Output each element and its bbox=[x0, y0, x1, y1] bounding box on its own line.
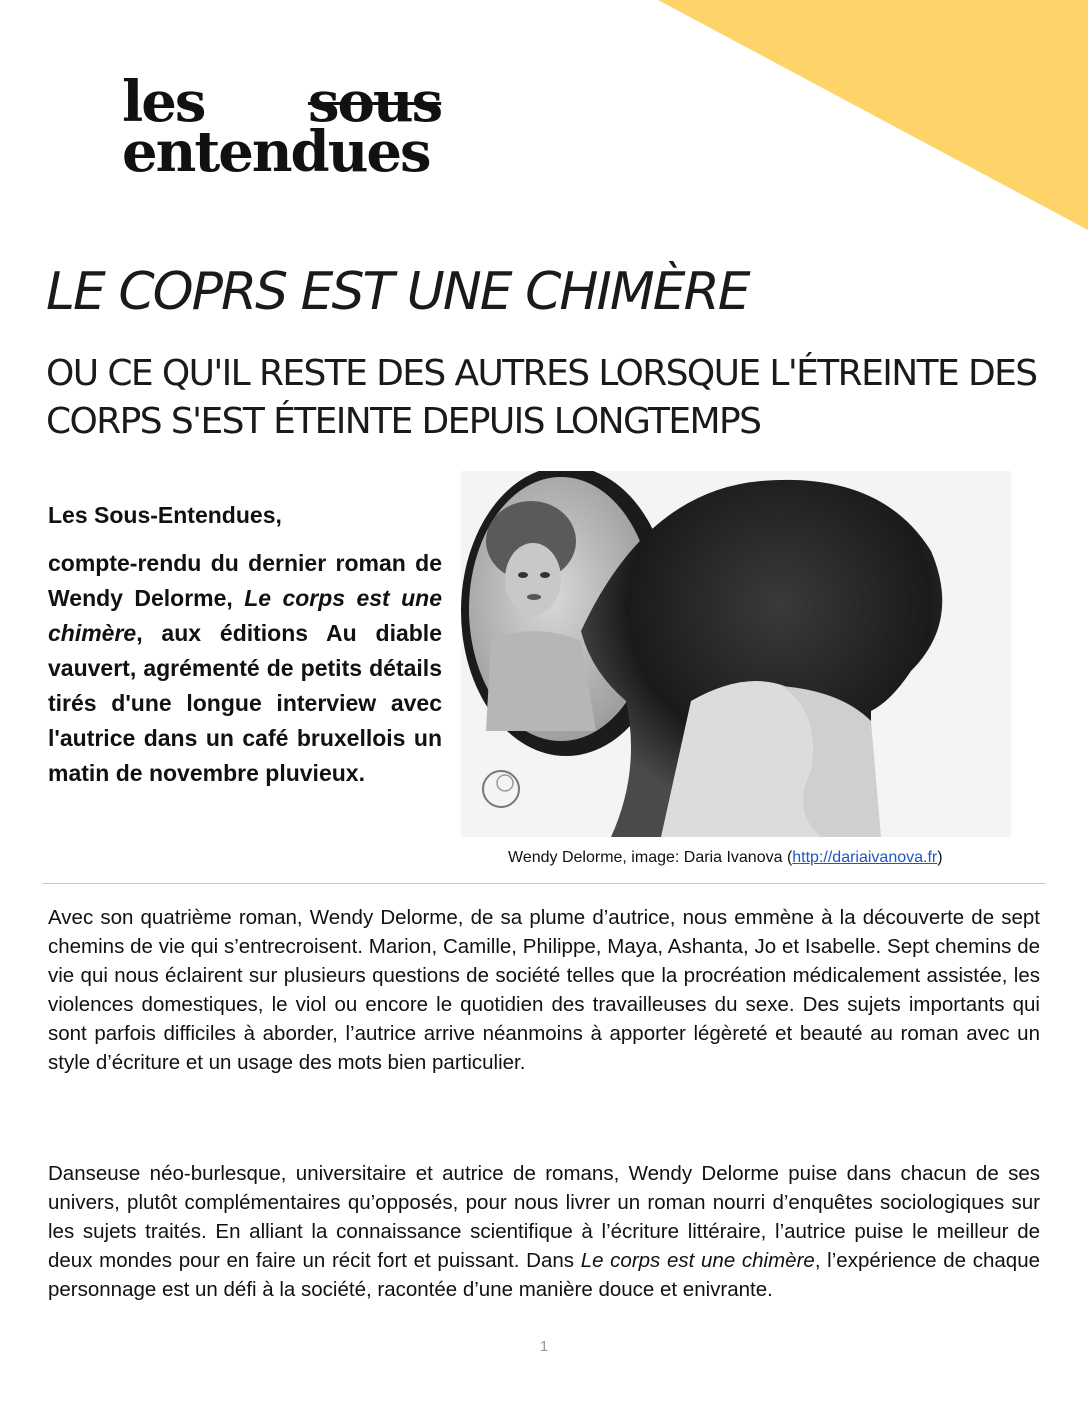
lead-intro-text-end: , aux éditions Au diable vauvert, agrémenté de petits détails tirés d'une longue interview avec l'autrice dans un café bruxellois un matin de novembre pluvieux. bbox=[48, 620, 442, 786]
page-title: LE COPRS EST UNE CHIMÈRE bbox=[46, 262, 749, 322]
lead-book-title: Le corps est une chimère bbox=[48, 585, 442, 646]
body-paragraph-2 bbox=[48, 1159, 1040, 1304]
lead-author: Les Sous-Entendues, bbox=[48, 502, 282, 528]
section-divider bbox=[42, 883, 1046, 884]
lead-block bbox=[48, 500, 442, 791]
photo-caption bbox=[508, 849, 1018, 867]
lead-intro bbox=[48, 546, 442, 791]
body-paragraph-2-text: Danseuse néo-burlesque, universitaire et autrice de romans, Wendy Delorme puise dans chacun de ses univers, plutôt complémentaires qu’opposés, pour nous livrer un roman nourri d’enquêtes sociologiques sur les sujets traités. En alliant la connaissance scientifique à l’écriture littéraire, l’autrice puise le meilleur de deux mondes pour en faire un récit fort et puissant. Dans bbox=[48, 1162, 1040, 1272]
body-book-title: Le corps est une chimère bbox=[580, 1249, 815, 1272]
portrait-photo-illustration bbox=[461, 471, 1011, 837]
logo-word-les: les bbox=[122, 69, 205, 135]
page-subtitle: OU CE QU'IL RESTE DES AUTRES LORSQUE L'ÉTREINTE DES CORPS S'EST ÉTEINTE DEPUIS LONGTEMPS bbox=[46, 353, 1037, 442]
body-paragraph-1: Avec son quatrième roman, Wendy Delorme, de sa plume d’autrice, nous emmène à la découverte de sept chemins de vie qui s’entrecroisent. Marion, Camille, Philippe, Maya, Ashanta, Jo et Isabelle. Sept chemins de vie qui nous éclairent sur plusieurs questions de société telles que la procréation médicalement assistée, les violences domestiques, le viol ou encore le quotidien des travailleuses du sexe. Des sujets importants qui sont parfois difficiles à aborder, l’autrice arrive néanmoins à apporter légèreté et beauté au roman avec un style d’écriture et un usage des mots bien particulier. bbox=[48, 906, 1040, 1074]
decorative-corner-triangle bbox=[658, 0, 1088, 230]
logo-word-sous: sous bbox=[308, 69, 442, 135]
portrait-photo bbox=[461, 471, 1011, 837]
caption-text: Wendy Delorme, image: Daria Ivanova ( bbox=[508, 849, 793, 866]
logo-word-entendues: entendues bbox=[122, 119, 430, 185]
page-number: 1 bbox=[539, 1338, 549, 1355]
caption-close-paren: ) bbox=[937, 849, 943, 866]
caption-link[interactable]: http://dariaivanova.fr bbox=[792, 849, 938, 866]
site-logo[interactable] bbox=[122, 69, 492, 185]
body-paragraph-2-text-end: , l’expérience de chaque personnage est un défi à la société, racontée d’une manière douce et enivrante. bbox=[48, 1249, 1040, 1301]
lead-intro-text: compte-rendu du dernier roman de Wendy Delorme, bbox=[48, 550, 442, 611]
